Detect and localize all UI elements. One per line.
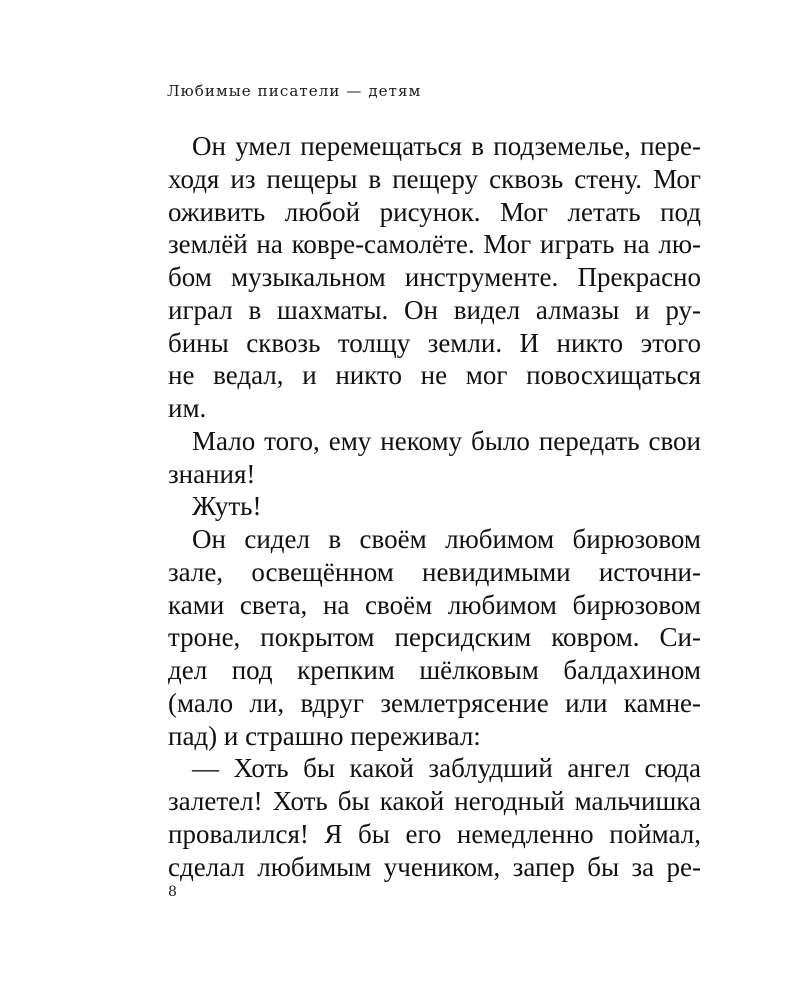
- text-line: Он сидел в своём любимом бирюзовом: [192, 524, 701, 554]
- text-line: — Хоть бы какой заблудший ангел сюда: [192, 753, 701, 784]
- text-line: ками света, на своём любимом бирюзовом: [168, 589, 701, 620]
- text-line: залетел! Хоть бы какой негодный мальчишка: [168, 786, 701, 816]
- text-line: дел под крепким шёлковым балдахином: [168, 655, 701, 685]
- text-line: Он умел перемещаться в подземелье, пере-: [192, 131, 701, 161]
- text-line: бом музыкальном инструменте. Прекрасно: [168, 262, 701, 292]
- text-line: Мало того, ему некому было передать свои: [192, 425, 701, 456]
- text-line: пад) и страшно переживал:: [168, 720, 481, 751]
- text-line: сделал любимым учеником, запер бы за ре-: [168, 851, 701, 882]
- page-number: 8: [168, 884, 177, 900]
- text-line: оживить любой рисунок. Мог летать под: [168, 196, 701, 227]
- text-line: зале, освещённом невидимыми источни-: [168, 556, 701, 587]
- text-line: (мало ли, вдруг землетрясение или камне-: [168, 687, 701, 718]
- text-line: бины сквозь толщу земли. И никто этого: [168, 327, 701, 358]
- text-line: Жуть!: [192, 491, 262, 522]
- running-head: Любимые писатели — детям: [167, 82, 422, 100]
- text-line: землёй на ковре-самолёте. Мог играть на лю-: [168, 229, 701, 260]
- text-line: не ведал, и никто не мог повосхищаться: [168, 360, 701, 391]
- text-line: играл в шахматы. Он видел алмазы и ру-: [168, 294, 701, 325]
- text-line: троне, покрытом персидским ковром. Си-: [168, 622, 701, 653]
- text-line: провалился! Я бы его немедленно поймал,: [168, 818, 701, 849]
- text-line: им.: [168, 393, 207, 423]
- body-text: [168, 130, 701, 883]
- text-line: знания!: [168, 458, 256, 489]
- text-line: ходя из пещеры в пещеру сквозь стену. Мог: [168, 163, 701, 194]
